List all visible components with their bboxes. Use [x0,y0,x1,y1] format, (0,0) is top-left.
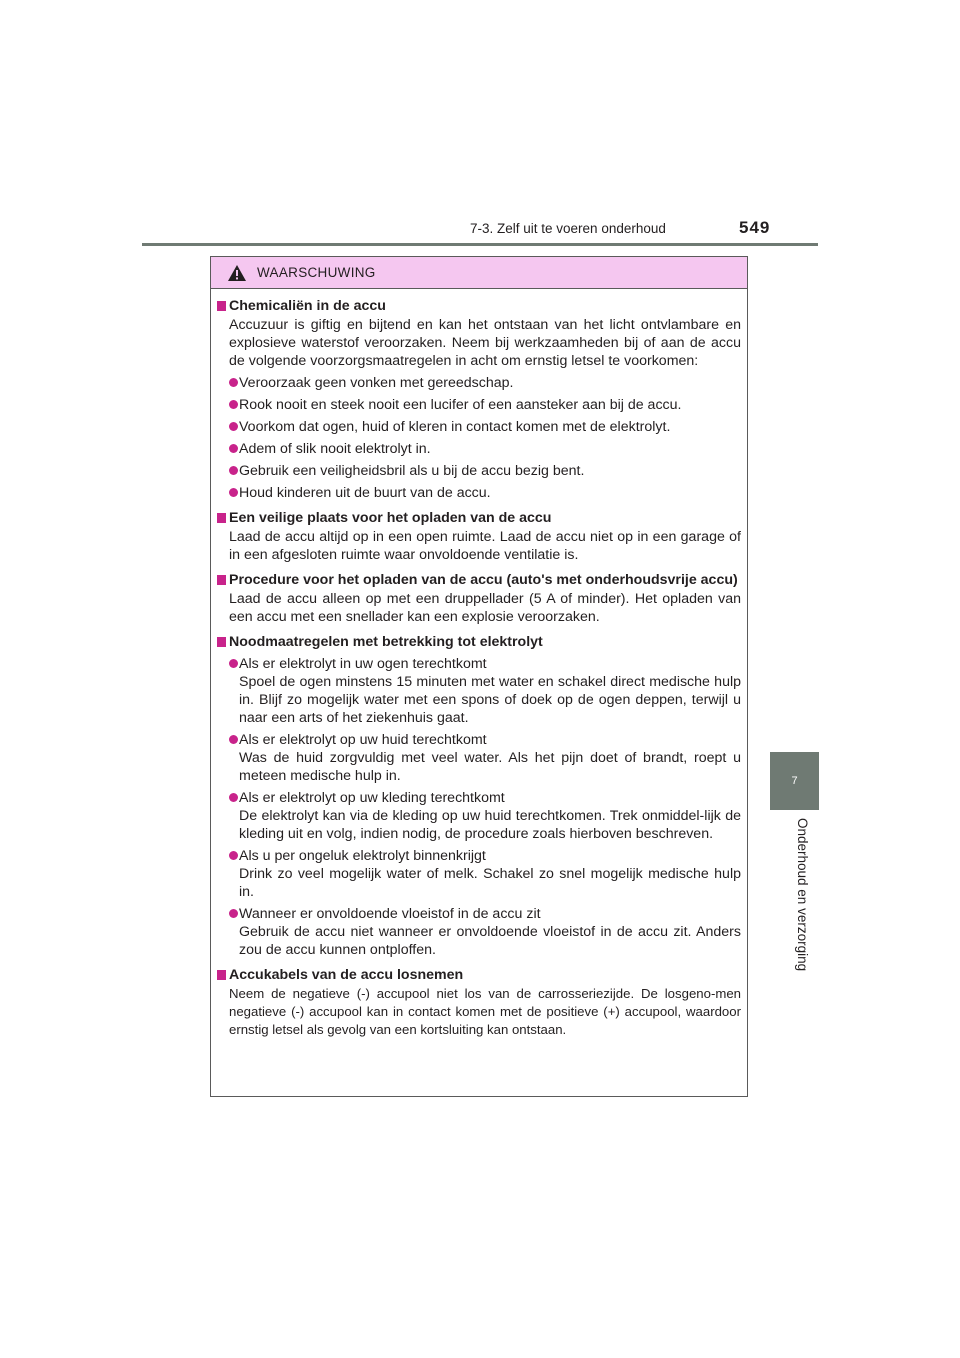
round-bullet-icon [229,851,238,860]
list-item: Voorkom dat ogen, huid of kleren in contact komen met de elektrolyt. [217,418,741,436]
section-heading: Accukabels van de accu losnemen [217,966,741,984]
warning-triangle-icon [227,264,247,282]
square-bullet-icon [217,513,226,523]
section-title: 7-3. Zelf uit te voeren onderhoud [470,221,666,236]
round-bullet-icon [229,444,238,453]
square-bullet-icon [217,637,226,647]
list-item: Als er elektrolyt op uw huid terechtkomt Was de huid zorgvuldig met veel water. Als het pijn doet of brandt, roept u meteen medische hulp in. [217,731,741,785]
round-bullet-icon [229,466,238,475]
warning-body [211,289,747,1039]
round-bullet-icon [229,422,238,431]
section-heading: Noodmaatregelen met betrekking tot elektrolyt [217,633,741,651]
round-bullet-icon [229,659,238,668]
square-bullet-icon [217,301,226,311]
header-rule [142,243,818,246]
chapter-title: Onderhoud en verzorging [795,818,810,972]
section-text: Laad de accu alleen op met een druppellader (5 A of minder). Het opladen van een accu met een snellader kan een explosie veroorzaken. [229,591,741,625]
list-item: Gebruik een veiligheidsbril als u bij de accu bezig bent. [217,462,741,480]
warning-header [211,257,747,289]
square-bullet-icon [217,970,226,980]
list-item: Wanneer er onvoldoende vloeistof in de accu zit Gebruik de accu niet wanneer er onvoldoende vloeistof in de accu zit. Anders zou de accu kunnen ontploffen. [217,905,741,959]
list-item: Als u per ongeluk elektrolyt binnenkrijgt Drink zo veel mogelijk water of melk. Schakel zo snel mogelijk medische hulp in. [217,847,741,901]
list-item: Als er elektrolyt op uw kleding terechtkomt De elektrolyt kan via de kleding op uw huid terechtkomen. Trek onmiddel-lijk de kleding uit en volg, indien nodig, de procedure zoals hierboven beschreven. [217,789,741,843]
section-text: Neem de negatieve (-) accupool niet los van de carrosseriezijde. De losgeno-men negatieve (-) accupool kan in contact komen met de positieve (+) accupool, waardoor ernstig letsel als gevolg van een kortsluiting kan ontstaan. [229,986,741,1037]
warning-box [210,256,748,1097]
page-number: 549 [739,218,771,237]
round-bullet-icon [229,488,238,497]
section-text: Accuzuur is giftig en bijtend en kan het ontstaan van het licht ontvlambare en explosieve waterstof veroorzaken. Neem bij werkzaamheden bij of aan de accu de volgende voorzorgsmaatregelen in acht om ernstig letsel te voorkomen: [229,317,741,369]
chapter-number: 7 [791,775,798,787]
section-heading: Een veilige plaats voor het opladen van de accu [217,509,741,527]
section-text: Laad de accu altijd op in een open ruimte. Laad de accu niet op in een garage of in een afgesloten ruimte waar onvoldoende ventilatie is. [229,529,741,563]
list-item: Als er elektrolyt in uw ogen terechtkomt Spoel de ogen minstens 15 minuten met water en schakel direct medische hulp in. Blijf zo mogelijk water met een spons of doek op de ogen deppen, terwijl u naar een arts of het ziekenhuis gaat. [217,655,741,727]
round-bullet-icon [229,400,238,409]
round-bullet-icon [229,735,238,744]
chapter-tab [770,752,819,810]
round-bullet-icon [229,793,238,802]
square-bullet-icon [217,575,226,585]
list-item: Adem of slik nooit elektrolyt in. [217,440,741,458]
list-item: Rook nooit en steek nooit een lucifer of een aansteker aan bij de accu. [217,396,741,414]
round-bullet-icon [229,909,238,918]
round-bullet-icon [229,378,238,387]
list-item: Houd kinderen uit de buurt van de accu. [217,484,741,502]
section-heading: Procedure voor het opladen van de accu (auto's met onderhoudsvrije accu) [217,571,741,589]
list-item: Veroorzaak geen vonken met gereedschap. [217,374,741,392]
section-heading: Chemicaliën in de accu [217,297,741,315]
warning-title: WAARSCHUWING [257,265,376,280]
